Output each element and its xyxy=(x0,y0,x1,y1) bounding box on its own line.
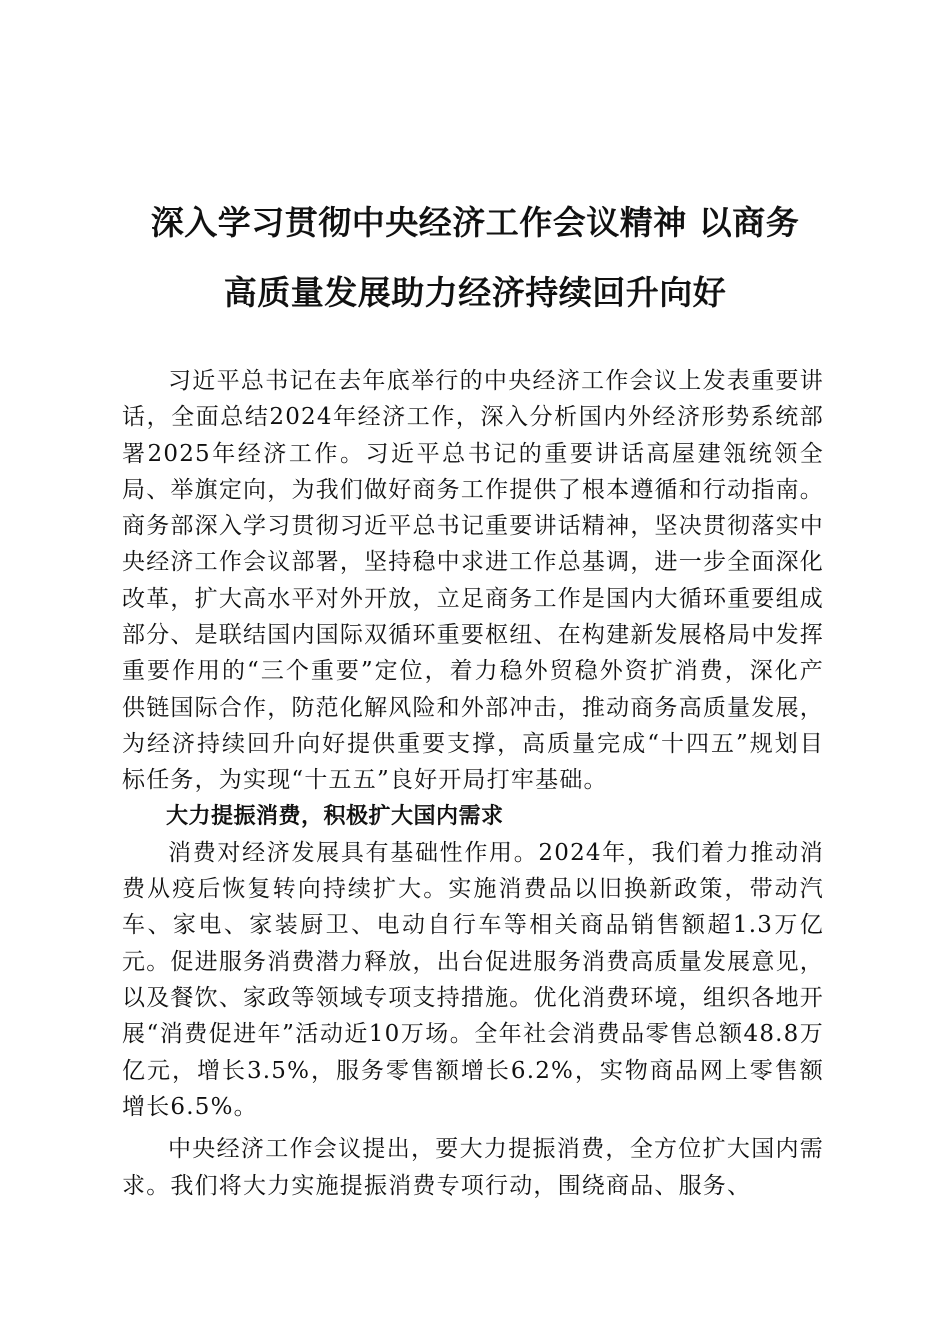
paragraph-demand: 中央经济工作会议提出，要大力提振消费，全方位扩大国内需求。我们将大力实施提振消费专项行动，围绕商品、服务、 xyxy=(122,1136,824,1199)
document-title xyxy=(0,188,950,328)
paragraph-intro: 习近平总书记在去年底举行的中央经济工作会议上发表重要讲话，全面总结2024年经济工作，深入分析国内外经济形势系统部署2025年经济工作。习近平总书记的重要讲话高屋建瓴统领全局、举旗定向，为我们做好商务工作提供了根本遵循和行动指南。商务部深入学习贯彻习近平总书记重要讲话精神，坚决贯彻落实中央经济工作会议部署，坚持稳中求进工作总基调，进一步全面深化改革，扩大高水平对外开放，立足商务工作是国内大循环重要组成部分、是联结国内国际双循环重要枢纽、在构建新发展格局中发挥重要作用的“三个重要”定位，着力稳外贸稳外资扩消费，深化产供链国际合作，防范化解风险和外部冲击，推动商务高质量发展，为经济持续回升向好提供重要支撑，高质量完成“十四五”规划目标任务，为实现“十五五”良好开局打牢基础。 xyxy=(122,368,824,794)
document-body xyxy=(122,363,824,1204)
section-heading: 大力提振消费，积极扩大国内需求 xyxy=(166,803,504,829)
title-line-2: 高质量发展助力经济持续回升向好 xyxy=(223,273,727,312)
title-line-1: 深入学习贯彻中央经济工作会议精神 以商务 xyxy=(150,203,800,242)
paragraph-consumption: 消费对经济发展具有基础性作用。2024年，我们着力推动消费从疫后恢复转向持续扩大。实施消费品以旧换新政策，带动汽车、家电、家装厨卫、电动自行车等相关商品销售额超1.3万亿元。促进服务消费潜力释放，出台促进服务消费高质量发展意见，以及餐饮、家政等领域专项支持措施。优化消费环境，组织各地开展“消费促进年”活动近10万场。全年社会消费品零售总额48.8万亿元，增长3.5%，服务零售额增长6.2%，实物商品网上零售额增长6.5%。 xyxy=(122,839,824,1120)
